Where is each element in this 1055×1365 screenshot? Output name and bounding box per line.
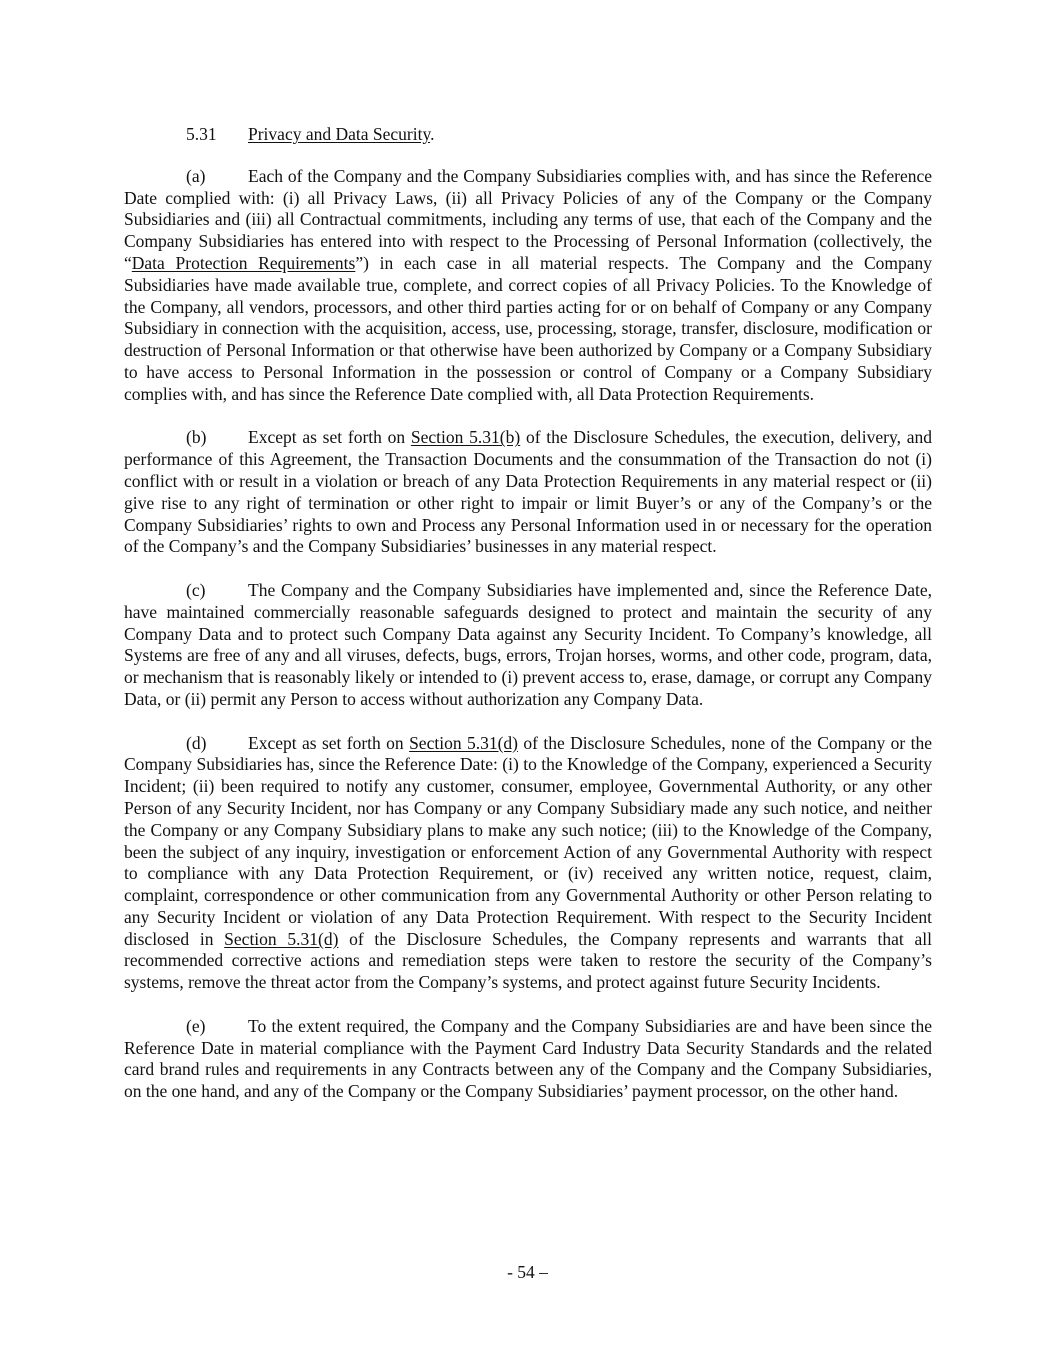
paragraph-e (124, 1016, 932, 1103)
paragraph-d-text-2: of the Disclosure Schedules, none of the Company or the Company Subsidiaries has, since the Reference Date: (i) to the Knowledge of the Company, experienced a Security Incident; (ii) been required to notify any customer, consumer, employee, Governmental Authority, or any other Person of any Security Incident, nor has Company or any Company Subsidiary made any such notice, and neither the Company or any Company Subsidiary plans to make any such notice; (iii) to the Knowledge of the Company, been the subject of any inquiry, investigation or enforcement Action of any Governmental Authority with respect to compliance with any Data Protection Requirement, or (iv) received any written notice, request, claim, complaint, correspondence or other communication from any Governmental Authority or other Person relating to any Security Incident or violation of any Data Protection Requirement. With respect to the Security Incident disclosed in (124, 732, 933, 949)
paragraph-d-marker: (d) (186, 732, 207, 753)
section-reference-5-31-b: Section 5.31(b) (410, 427, 521, 448)
paragraph-b-text-1: Except as set forth on (248, 427, 411, 448)
paragraph-a-text-1: Each of the Company and the Company Subsidiaries complies with, and has since the Reference Date complied with: (i) all Privacy Laws, (ii) all Privacy Policies of any of the Company or the Company Subsidiaries and (iii) all Contractual commitments, including any terms of use, that each of the Company and the Company Subsidiaries has entered into with respect to the Processing of Personal Information (collectively, the “ (124, 165, 932, 273)
paragraph-a (124, 166, 932, 406)
section-title-suffix: . (430, 124, 435, 144)
paragraph-d-text-3: of the Disclosure Schedules, the Company represents and warrants that all recommended corrective actions and remediation steps were taken to restore the security of the Company’s systems, remove the threat actor from the Company’s systems, and protect against future Security Incidents. (124, 928, 932, 993)
paragraph-d-text-1: Except as set forth on (248, 732, 410, 753)
section-reference-5-31-d: Section 5.31(d) (409, 732, 518, 753)
paragraph-b-text-2: of the Disclosure Schedules, the execution, delivery, and performance of this Agreement, the Transaction Documents and the consummation of the Transaction do not (i) conflict with or result in a violation or breach of any Data Protection Requirements in any material respect or (ii) give rise to any right of termination or other right to impair or limit Buyer’s or any of the Company’s or the Company Subsidiaries’ rights to own and Process any Personal Information used in or necessary for the operation of the Company’s and the Company Subsidiaries’ businesses in any material respect. (124, 427, 932, 557)
paragraph-a-marker: (a) (186, 165, 206, 186)
paragraph-d (124, 733, 932, 995)
section-title: Privacy and Data Security (248, 124, 431, 144)
paragraph-c-text: The Company and the Company Subsidiaries have implemented and, since the Reference Date, have maintained commercially reasonable safeguards designed to protect and maintain the security of any Company Data and to protect such Company Data against any Security Incident. To Company’s knowledge, all Systems are free of any and all viruses, defects, bugs, errors, Trojan horses, worms, and other code, program, data, or mechanism that is reasonably likely or intended to (i) prevent access to, erase, damage, or corrupt any Company Data, or (ii) permit any Person to access without authorization any Company Data. (124, 579, 932, 709)
defined-term-data-protection-requirements: Data Protection Requirements (131, 252, 356, 273)
paragraph-b (124, 427, 932, 558)
page-number: - 54 – (507, 1262, 548, 1282)
section-reference-5-31-d-second: Section 5.31(d) (224, 928, 339, 949)
section-heading (124, 124, 932, 146)
paragraph-e-text: To the extent required, the Company and the Company Subsidiaries are and have been since the Reference Date in material compliance with the Payment Card Industry Data Security Standards and the related card brand rules and requirements in any Contracts between any of the Company and the Company Subsidiaries, on the one hand, and any of the Company or the Company Subsidiaries’ payment processor, on the other hand. (124, 1015, 932, 1102)
paragraph-c-marker: (c) (186, 579, 206, 600)
paragraph-e-marker: (e) (186, 1015, 206, 1036)
paragraph-c (124, 580, 932, 711)
paragraph-a-text-2: ”) in each case in all material respects. The Company and the Company Subsidiaries have made available true, complete, and correct copies of all Privacy Policies. To the Knowledge of the Company, all vendors, processors, and other third parties acting for or on behalf of Company or any Company Subsidiary in connection with the acquisition, access, use, processing, storage, transfer, disclosure, modification or destruction of Personal Information or that otherwise have been authorized by Company or a Company Subsidiary to have access to Personal Information in the possession or control of Company or a Company Subsidiary complies with, and has since the Reference Date complied with, all Data Protection Requirements. (124, 252, 932, 404)
section-number: 5.31 (186, 124, 217, 144)
paragraph-b-marker: (b) (186, 427, 207, 448)
document-body (124, 124, 932, 1125)
